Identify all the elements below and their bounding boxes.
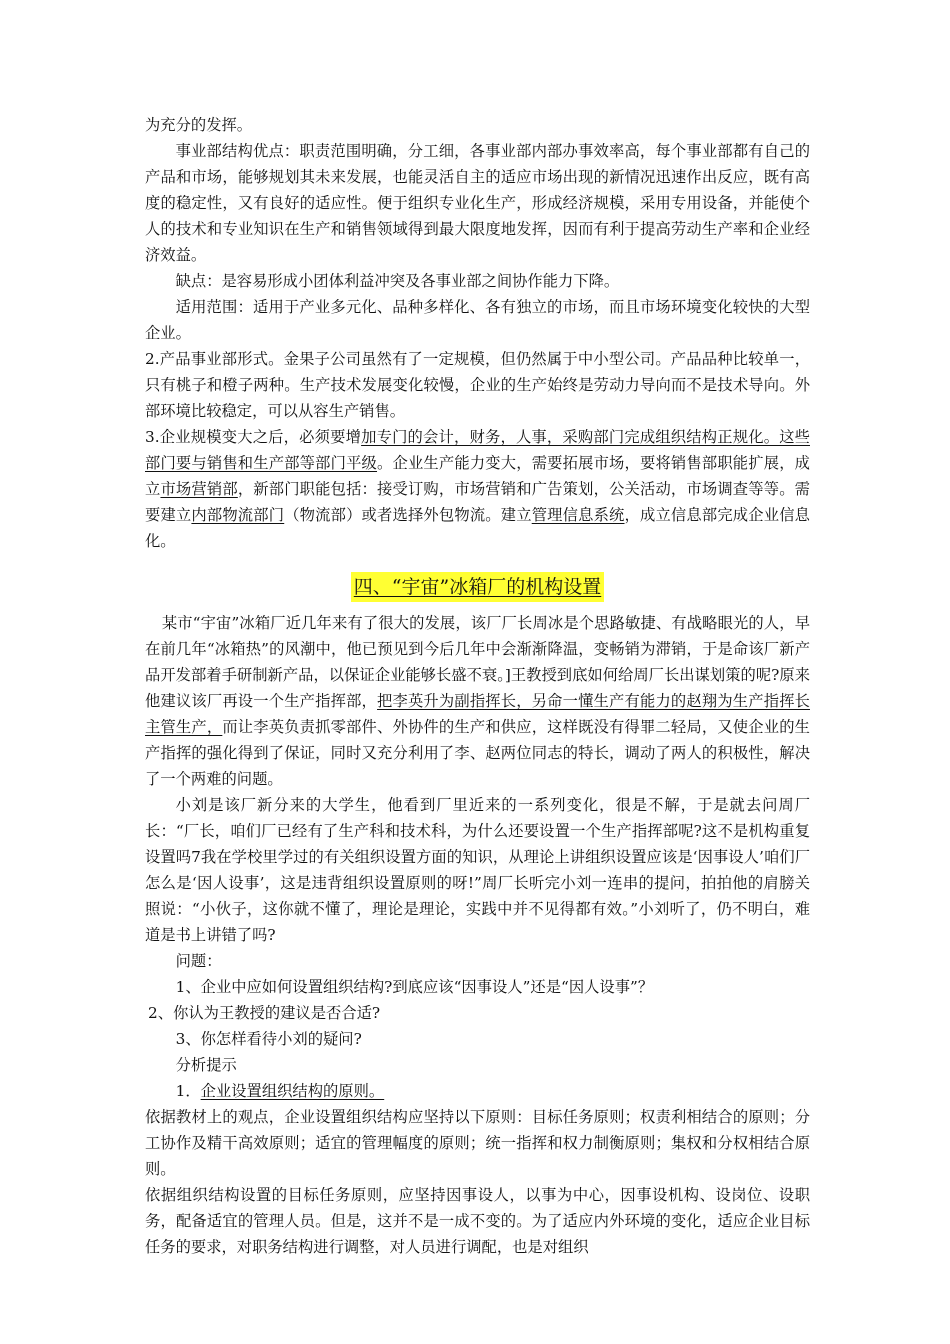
underlined-text: 把李英升为副指挥长，另命一懂生产有能力的赵翔为生产指挥长主管生产，: [145, 692, 810, 736]
paragraph-target-principle: 依据组织结构设置的目标任务原则，应坚持因事设人，以事为中心，因事设机构、设岗位、设职务，配备适宜的管理人员。但是，这并不是一成不变的。为了适应内外环境的变化，适应企业目标任务的要求，对职务结构进行调整，对人员进行调配，也是对组织: [145, 1186, 810, 1256]
paragraph: 为充分的发挥。: [145, 116, 253, 134]
underlined-text: 市场营销部: [160, 480, 238, 498]
text-span: 3.企业规模变大之后，必须要增: [145, 428, 362, 446]
section-heading-wrap: [145, 572, 810, 602]
underlined-text: 企业设置组织结构的原则。: [200, 1082, 385, 1100]
text-span: （物流部）或者选择外包物流。建立: [284, 506, 532, 524]
text-span: ，新部门职能包括：接受订购，市场营销和广告策划，公关活动，市场调查等等。需要建立: [145, 480, 810, 524]
question-3: 3、你怎样看待小刘的疑问?: [175, 1030, 362, 1048]
question-2: 2、你认为王教授的建议是否合适?: [148, 1004, 381, 1022]
paragraph-case: [145, 610, 810, 792]
text-span: ，成立信息部完成企业信息化。: [145, 506, 810, 550]
paragraph-disadvantages: 缺点：是容易形成小团体利益冲突及各事业部之间协作能力下降。: [175, 272, 620, 290]
hint-number: 1．: [175, 1082, 201, 1100]
section-heading: 四、“宇宙”冰箱厂的机构设置: [351, 572, 604, 602]
underlined-text: 内部物流部门: [191, 506, 285, 524]
hint-1: [145, 1078, 810, 1104]
paragraph-enterprise-scale: [145, 424, 810, 554]
paragraph-product-division: 2.产品事业部形式。金果子公司虽然有了一定规模，但仍然属于中小型公司。产品品种比较单一，只有桃子和橙子两种。生产技术发展变化较慢，企业的生产始终是劳动力导向而不是技术导向。外部环境比较稳定，可以从容生产销售。: [145, 350, 810, 420]
underlined-text: 加专门的会计，财务，人事，采购部门完成组织结构正规化。这些部门要与销售和生产部等部门平级: [145, 428, 810, 472]
text-span: 。企业生产能力变大，需要拓展市场，要将销售部职能扩展，成立: [145, 454, 810, 498]
underlined-text: 管理信息系统: [531, 506, 625, 524]
paragraph-xiaoliu: 小刘是该厂新分来的大学生，他看到厂里近来的一系列变化，很是不解，于是就去问周厂长：“厂长，咱们厂已经有了生产科和技术科，为什么还要设置一个生产指挥部呢?这不是机构重复设置吗7我在学校里学过的有关组织设置方面的知识，从理论上讲组织设置应该是‘因事设人’咱们厂怎么是‘因人设事’，这是违背组织设置原则的呀!”周厂长听完小刘一连串的提问，拍拍他的肩膀关照说：“小伙子，这你就不懂了，理论是理论，实践中并不见得都有效。”小刘听了，仍不明白，难道是书上讲错了吗?: [145, 796, 810, 944]
text-span: 某市“宇宙”冰箱厂近几年来有了很大的发展，该厂厂长周冰是个思路敏捷、有战略眼光的人，早在前几年“冰箱热”的风潮中，他已预见到今后几年中会渐渐降温，变畅销为滞销，于是命该厂新产品开发部着手研制新产品，以保证企业能够长盛不衰。]王教授到底如何给周厂长出谋划策的呢?原来他建议该厂再设一个生产指挥部，: [145, 614, 810, 710]
paragraph-principles: 依据教材上的观点，企业设置组织结构应坚持以下原则：目标任务原则；权责利相结合的原则；分工协作及精干高效原则；适宜的管理幅度的原则；统一指挥和权力制衡原则；集权和分权相结合原则。: [145, 1108, 810, 1178]
paragraph-scope: 适用范围：适用于产业多元化、品种多样化、各有独立的市场，而且市场环境变化较快的大型企业。: [145, 298, 810, 342]
document-page: [145, 112, 810, 1260]
questions-title: 问题：: [175, 952, 222, 970]
paragraph-division-advantages: 事业部结构优点：职责范围明确，分工细，各事业部内部办事效率高，每个事业部都有自己的产品和市场，能够规划其未来发展，也能灵活自主的适应市场出现的新情况迅速作出反应，既有高度的稳定性，又有良好的适应性。便于组织专业化生产，形成经济规模，采用专用设备，并能使个人的技术和专业知识在生产和销售领域得到最大限度地发挥，因而有利于提高劳动生产率和企业经济效益。: [145, 142, 810, 264]
hint-title: 分析提示: [175, 1056, 237, 1074]
text-span: 而让李英负责抓零部件、外协件的生产和供应，这样既没有得罪二轻局，又使企业的生产指挥的强化得到了保证，同时又充分利用了李、赵两位同志的特长，调动了两人的积极性，解决了一个两难的问题。: [145, 718, 810, 788]
question-1: 1、企业中应如何设置组织结构?到底应该“因事设人”还是“因人设事”？: [175, 978, 654, 996]
